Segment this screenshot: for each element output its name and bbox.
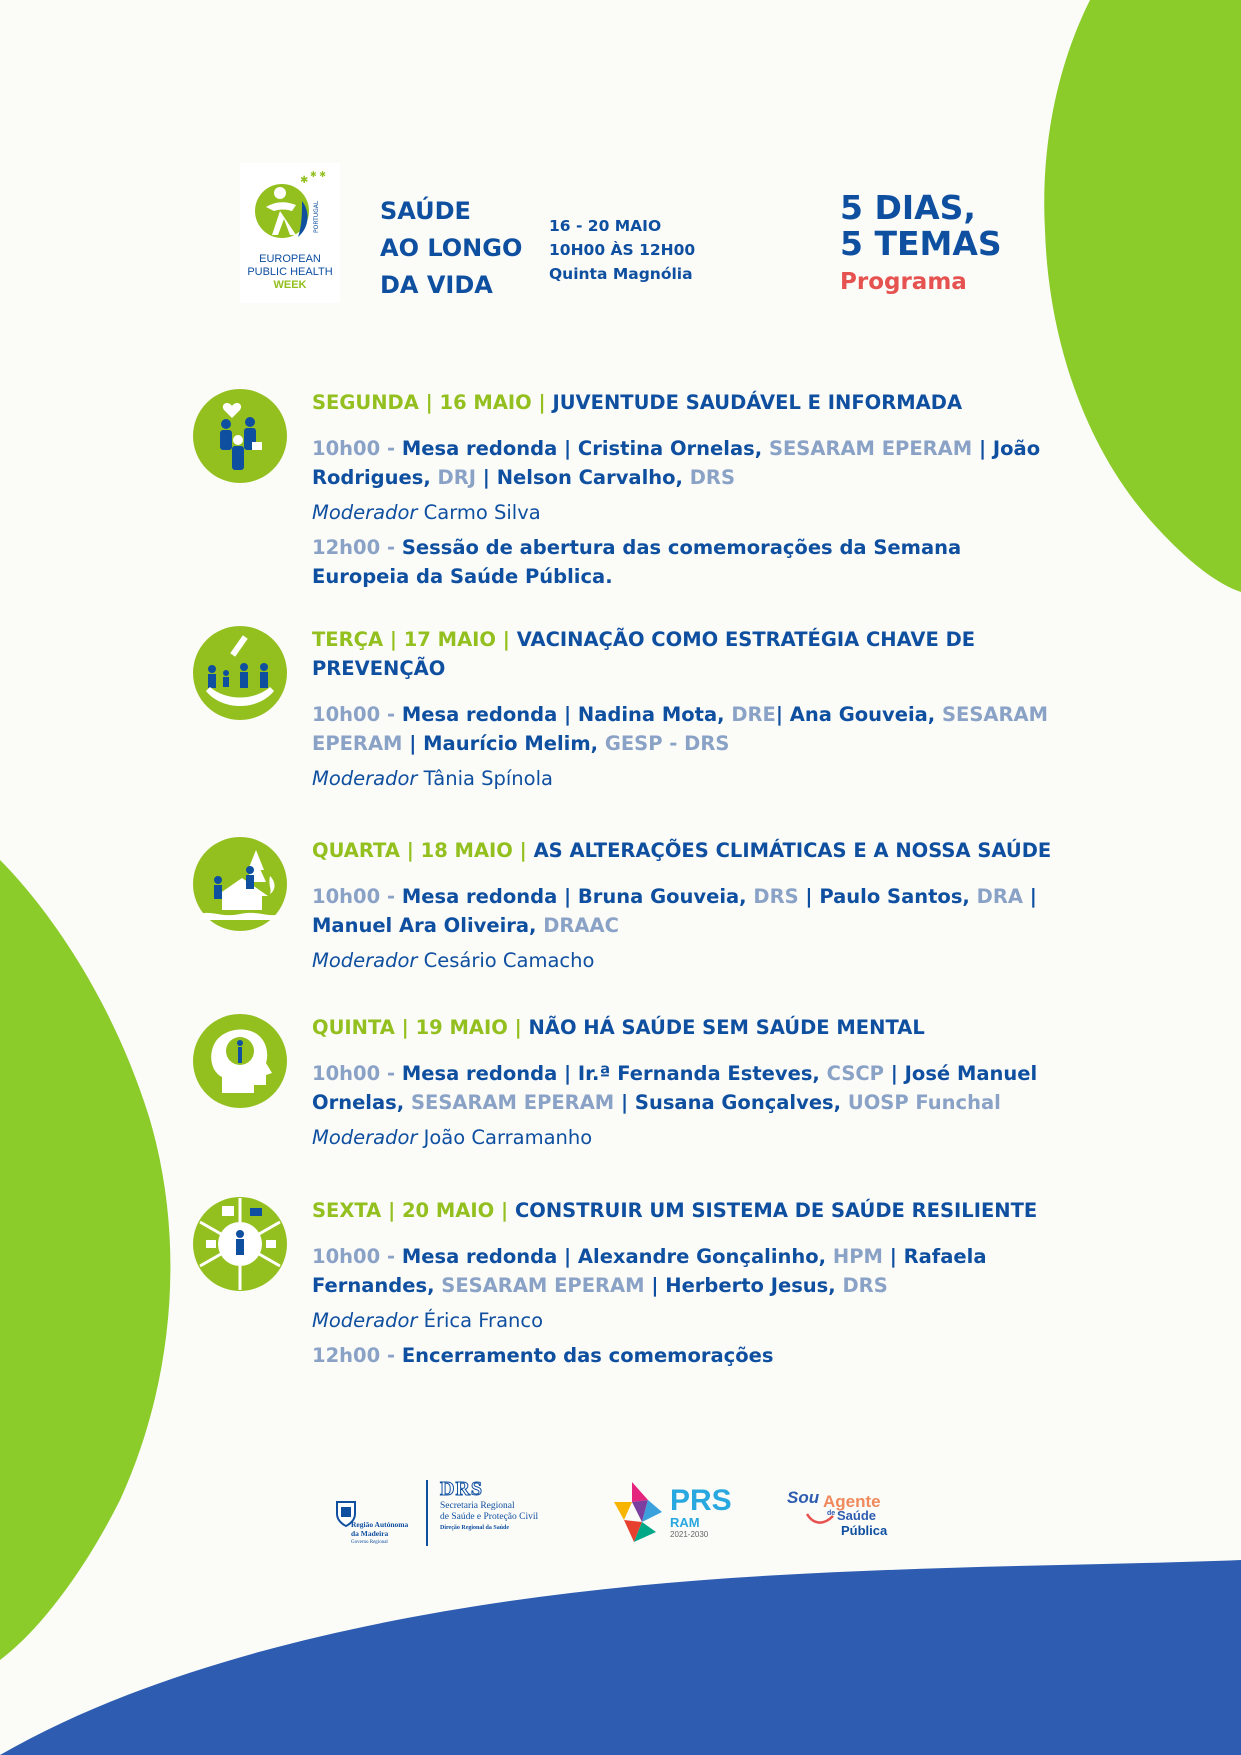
svg-text:✱: ✱ [300,175,309,186]
organization: UOSP Funchal [847,1091,1001,1114]
logo-line-2: PUBLIC HEALTH [247,266,333,278]
day-content [312,836,1052,975]
day-heading [312,388,1052,417]
session-time: 10h00 - [312,437,396,460]
moderator-name: Cesário Camacho [423,949,595,972]
agente-de: de [827,1510,836,1517]
day-content [312,388,1052,591]
headline [840,190,1002,297]
day-theme: JUVENTUDE SAUDÁVEL E INFORMADA [552,391,963,414]
session-extra [312,533,1052,591]
session-text: | Nelson Carvalho, [476,466,690,489]
moderator-label: Moderador [312,1309,418,1332]
session-time: 12h00 - [312,1344,396,1367]
prs-years: 2021-2030 [670,1530,709,1539]
session-text: Encerramento das comemorações [401,1344,774,1367]
svg-text:✱ ✱: ✱ ✱ [310,170,326,179]
day-heading [312,1196,1052,1225]
moderator-name: Carmo Silva [423,501,541,524]
session-text: | Paulo Santos, [798,885,977,908]
agente-publica: Pública [841,1523,888,1538]
session-text: | João Rodrigues, [312,437,1041,489]
youth-icon [192,388,288,484]
session [312,700,1052,758]
logo-line-3: WEEK [273,279,307,291]
day-date: SEXTA | 20 MAIO | [312,1199,509,1222]
day-theme: VACINAÇÃO COMO ESTRATÉGIA CHAVE DE PREVENÇÃO [312,628,976,680]
prs-colorful-mark-icon [612,1480,664,1544]
session-time: 10h00 - [312,885,396,908]
moderator [312,764,1052,793]
organization: DRE [731,703,776,726]
theme-title-line: AO LONGO [380,234,523,262]
moderator-name: Tânia Spínola [423,767,553,790]
european-public-health-week-logo [240,163,340,303]
day-heading [312,1013,1052,1042]
organization: GESP - DRS [604,732,730,755]
climate-icon [192,836,288,932]
organization: DRS [842,1274,888,1297]
drs-line: Direção Regional da Saúde [440,1525,510,1531]
agente-sou: Sou [787,1488,820,1507]
organization: DRJ [437,466,477,489]
prs-ram-logo [612,1480,732,1550]
organization: CSCP [826,1062,884,1085]
madeira-government-logo [335,1490,425,1550]
prs-ram-text: RAM [670,1515,700,1530]
session-text: Mesa redonda | Cristina Ornelas, [401,437,769,460]
moderator-name: Érica Franco [423,1309,544,1332]
organization: DRS [689,466,735,489]
theme-title-line: DA VIDA [380,271,493,299]
organization: DRS [753,885,799,908]
event-hours: 10H00 ÀS 12H00 [549,241,696,259]
session-text: Sessão de abertura das comemorações da Semana Europeia da Saúde Pública. [312,536,962,588]
day-content [312,1196,1052,1370]
session-text: | José Manuel Ornelas, [312,1062,1038,1114]
madeira-line: da Madeira [351,1529,389,1538]
session-extra [312,1341,1052,1370]
madeira-line: Região Autónoma [351,1520,409,1529]
session-text: Mesa redonda | Bruna Gouveia, [401,885,754,908]
session-text: | Susana Gonçalves, [614,1091,848,1114]
health-system-icon [192,1196,288,1292]
session-text: | Maurício Melim, [402,732,605,755]
ephw-figure-icon [240,163,340,253]
organization: DRA [976,885,1023,908]
moderator [312,1123,1052,1152]
theme-title [380,193,522,304]
organization: SESARAM EPERAM [441,1274,645,1297]
event-venue: Quinta Magnólia [549,265,693,283]
programa-label: Programa [840,269,967,295]
session-time: 10h00 - [312,1062,396,1085]
session-time: 12h00 - [312,536,396,559]
footer-divider [426,1480,428,1546]
session [312,882,1052,940]
day-date: TERÇA | 17 MAIO | [312,628,510,651]
day-theme: NÃO HÁ SAÚDE SEM SAÚDE MENTAL [528,1016,925,1039]
moderator-label: Moderador [312,501,418,524]
moderator [312,1306,1052,1335]
day-date: QUARTA | 18 MAIO | [312,839,527,862]
left-green-blob [0,860,170,1660]
day-content [312,625,1052,793]
top-right-green-blob [1044,0,1241,592]
organization: HPM [832,1245,883,1268]
agente-agente: Agente [823,1492,881,1511]
moderator-name: João Carramanho [423,1126,593,1149]
mental-health-icon [192,1013,288,1109]
drs-mark: DRS [440,1478,484,1500]
day-content [312,1013,1052,1152]
day-theme: CONSTRUIR UM SISTEMA DE SAÚDE RESILIENTE [514,1199,1038,1222]
moderator [312,946,1052,975]
vaccination-icon [192,625,288,721]
event-dates: 16 - 20 MAIO [549,217,662,235]
organization: SESARAM EPERAM [768,437,973,460]
agente-saude: Saúde [837,1508,877,1523]
day-date: QUINTA | 19 MAIO | [312,1016,522,1039]
day-date: SEGUNDA | 16 MAIO | [312,391,546,414]
session-text: | Herberto Jesus, [644,1274,843,1297]
moderator-label: Moderador [312,1126,418,1149]
prs-text: PRS [670,1484,732,1517]
session-text: | Manuel Ara Oliveira, [312,885,1037,937]
organization: DRAAC [543,914,619,937]
bottom-blue-band [0,1560,1241,1755]
session-text: Mesa redonda | Alexandre Gonçalinho, [401,1245,833,1268]
session [312,1059,1052,1117]
session-time: 10h00 - [312,1245,396,1268]
agente-swoosh-icon [805,1512,835,1528]
organization: SESARAM EPERAM [410,1091,615,1114]
moderator [312,498,1052,527]
organization: SESARAM EPERAM [312,703,1048,755]
sou-agente-saude-publica-logo [785,1486,895,1546]
day-heading [312,625,1052,683]
moderator-label: Moderador [312,949,418,972]
session-text: | Rafaela Fernandes, [312,1245,987,1297]
drs-logo [440,1478,590,1548]
svg-text:PORTUGAL: PORTUGAL [313,200,320,233]
session [312,434,1052,492]
drs-line: de Saúde e Proteção Civil [440,1512,539,1522]
theme-title-line: SAÚDE [380,197,471,225]
madeira-line: Governo Regional [351,1540,388,1545]
logo-line-1: EUROPEAN [259,253,321,265]
moderator-label: Moderador [312,767,418,790]
day-heading [312,836,1052,865]
session-time: 10h00 - [312,703,396,726]
drs-line: Secretaria Regional [440,1501,515,1511]
day-theme: AS ALTERAÇÕES CLIMÁTICAS E A NOSSA SAÚDE [533,839,1052,862]
headline-line: 5 TEMAS [840,224,1002,263]
session [312,1242,1052,1300]
session-text: Mesa redonda | Ir.ª Fernanda Esteves, [401,1062,827,1085]
session-text: Mesa redonda | Nadina Mota, [401,703,732,726]
headline-line: 5 DIAS, [840,188,976,227]
session-text: | Ana Gouveia, [775,703,942,726]
event-info [549,214,695,286]
